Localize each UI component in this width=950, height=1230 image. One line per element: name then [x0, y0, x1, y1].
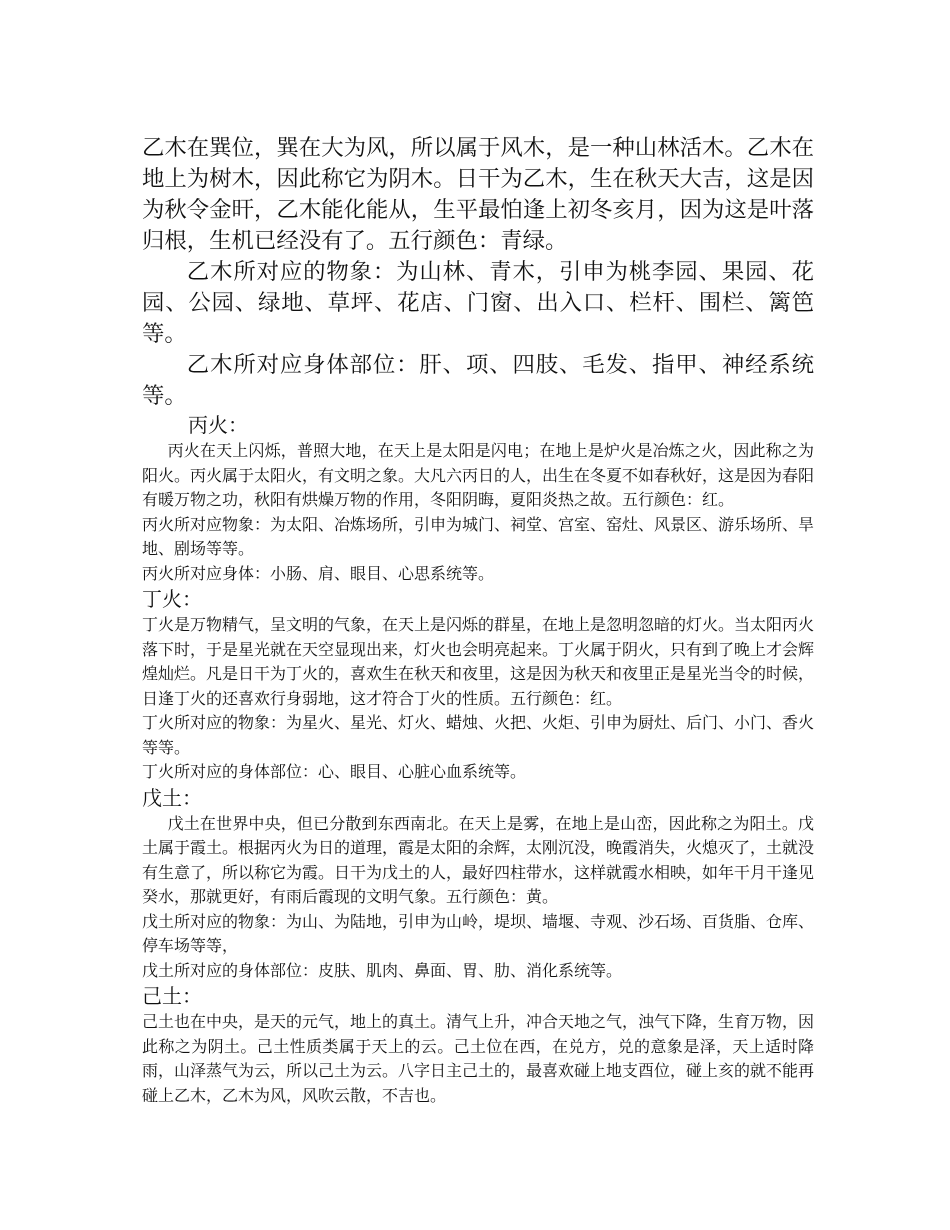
wutu-body-paragraph: 戊土所对应的身体部位：皮肤、肌肉、鼻面、胃、肋、消化系统等。: [142, 960, 623, 980]
binghuo-body-paragraph: 丙火所对应身体：小肠、肩、眼目、心思系统等。: [142, 563, 495, 583]
dinghuo-intro-paragraph: 丁火是万物精气，呈文明的气象，在天上是闪烁的群星，在地上是忽明忽暗的灯火。当太阳丙火落下时，于是星光就在天空显现出来，灯火也会明亮起来。丁火属于阴火，只有到了晚上才会辉煌灿烂。凡是日干为丁火的，喜欢生在秋天和夜里，这是因为秋天和夜里正是星光当令的时候，日逢丁火的还喜欢行身弱地，这才符合丁火的性质。五行颜色：红。: [142, 615, 815, 708]
yimu-intro-paragraph: 乙木在巽位，巽在大为风，所以属于风木，是一种山林活木。乙木在地上为树木，因此称它为阴木。日干为乙木，生在秋天大吉，这是因为秋令金旰，乙木能化能从，生平最怕逢上初冬亥月，因为这是叶落归根，生机已经没有了。五行颜色：青绿。: [142, 135, 814, 254]
dinghuo-objects-paragraph: 丁火所对应的物象：为星火、星光、灯火、蜡烛、火把、火炬、引申为厨灶、后门、小门、香火等等。: [142, 713, 815, 757]
wutu-intro-paragraph: 戊土在世界中央，但已分散到东西南北。在天上是雾，在地上是山峦，因此称之为阳土。戊土属于霞土。根据丙火为日的道理，霞是太阳的余辉，太刚沉没，晚霞消失，火熄灭了，土就没有生意了，所以称它为霞。日干为戊土的人，最好四柱带水，这样就霞水相映，如年干月干逢见癸水，那就更好，有雨后霞现的文明气象。五行颜色：黄。: [142, 813, 815, 906]
jitu-heading: 己土：: [142, 984, 202, 1008]
wutu-objects-paragraph: 戊土所对应的物象：为山、为陆地，引申为山岭，堤坝、墙堰、寺观、沙石场、百货脂、仓库、停车场等等，: [142, 911, 815, 955]
yimu-objects-paragraph: 乙木所对应的物象：为山林、青木，引申为桃李园、果园、花园、公园、绿地、草坪、花店、门窗、出入口、栏杆、围栏、篱笆等。: [142, 259, 814, 347]
jitu-intro-paragraph: 己土也在中央，是天的元气，地上的真土。清气上升，冲合天地之气，浊气下降，生育万物，因此称之为阴土。己土性质类属于天上的云。己土位在西，在兑方，兑的意象是泽，天上适时降雨，山泽蒸气为云，所以己土为云。八字日主己土的，最喜欢碰上地支酉位，碰上亥的就不能再碰上乙木，乙木为风，风吹云散，不吉也。: [142, 1012, 815, 1105]
binghuo-objects-paragraph: 丙火所对应物象：为太阳、冶炼场所，引申为城门、祠堂、宫室、窑灶、风景区、游乐场所、旱地、剧场等等。: [142, 514, 815, 558]
yimu-body-paragraph: 乙木所对应身体部位：肝、项、四肢、毛发、指甲、神经系统等。: [142, 352, 814, 409]
binghuo-heading: 丙火：: [188, 413, 248, 437]
wutu-heading: 戊土：: [142, 785, 202, 810]
document-page: [142, 133, 814, 1108]
dinghuo-heading: 丁火：: [142, 587, 202, 611]
binghuo-intro-paragraph: 丙火在天上闪烁，普照大地，在天上是太阳是闪电；在地上是炉火是冶炼之火，因此称之为阳火。丙火属于太阳火，有文明之象。大凡六丙日的人，出生在冬夏不如春秋好，这是因为春阳有暖万物之功，秋阳有烘燥万物的作用，冬阳阴晦，夏阳炎热之故。五行颜色：红。: [142, 441, 815, 509]
dinghuo-body-paragraph: 丁火所对应的身体部位：心、眼目、心脏心血系统等。: [142, 762, 527, 781]
